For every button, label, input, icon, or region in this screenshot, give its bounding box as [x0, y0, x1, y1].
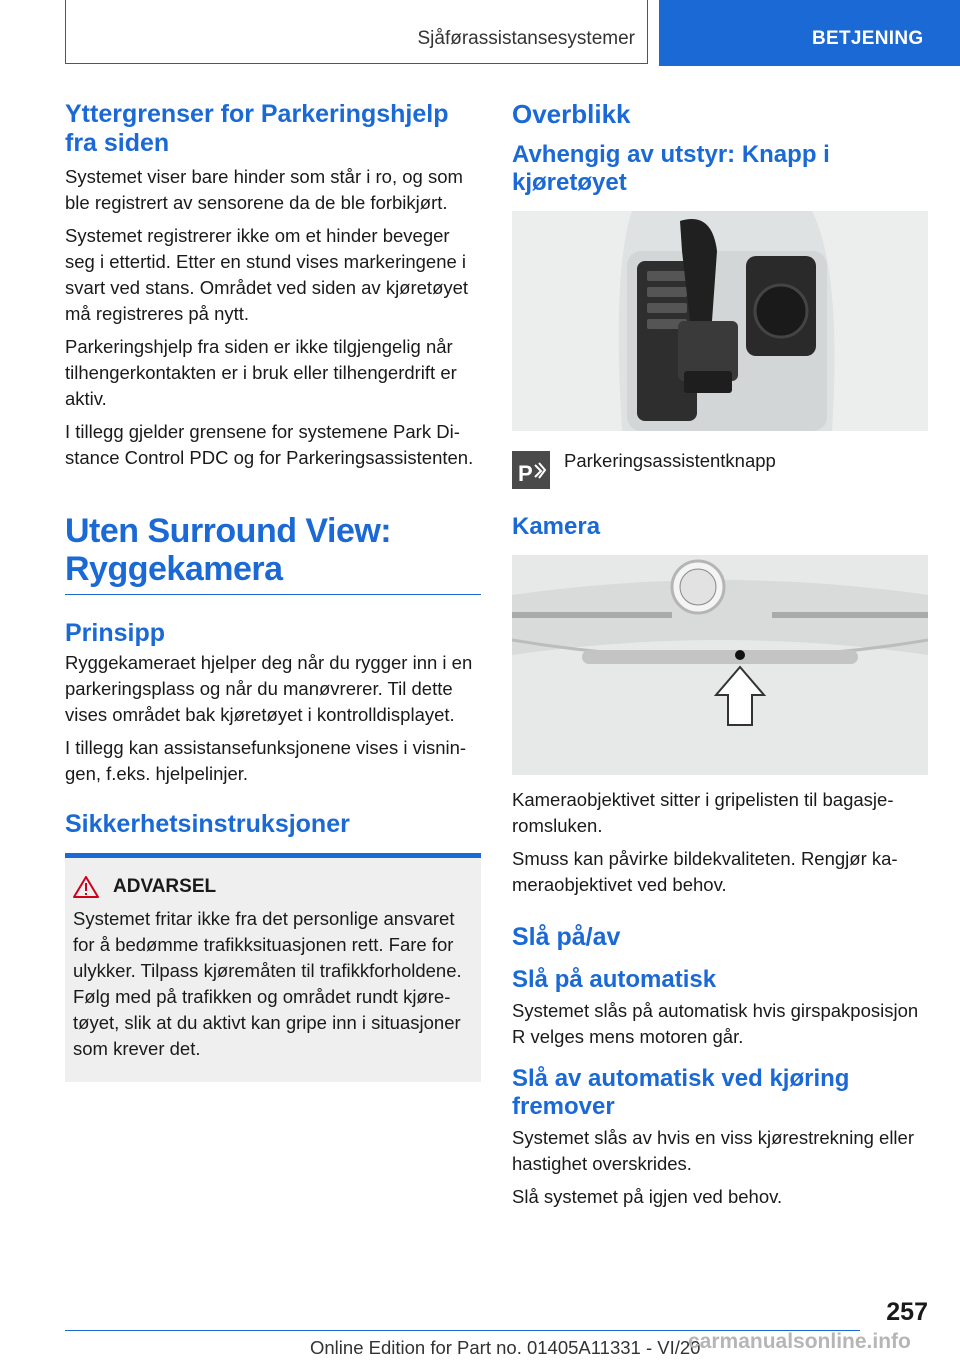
console-illustration: [512, 211, 928, 431]
warning-label: ADVARSEL: [113, 876, 217, 897]
camera-paragraph-2: Smuss kan påvirke bildekvaliteten. Rengjør kameraobjektivet ved behov.: [512, 848, 898, 895]
heading-equipment: Avhengig av utstyr: Knapp i kjøretøyet: [512, 141, 830, 196]
heading-safety: Sikkerhetsinstruksjoner: [65, 810, 350, 838]
footer-edition: Online Edition for Part no. 01405A11331 - VI/20: [310, 1337, 701, 1358]
park-button-label: Parkeringsassistentknapp: [564, 450, 776, 471]
heading-camera: Kamera: [512, 513, 601, 540]
heading-auto-off: Slå av automatisk ved kjøring fremover: [512, 1065, 850, 1120]
auto-on-paragraph: Systemet slås på automatisk hvis girspakposisjon R velges mens motoren går.: [512, 1000, 919, 1047]
right-column: [512, 100, 928, 1217]
limits-paragraph-2: Systemet registrerer ikke om et hinder beveger seg i ettertid. Etter en stund vises markeringene i svart ved stans. Området ved siden av kjøretøyet må registreres på nytt.: [65, 225, 469, 324]
heading-overview: Overblikk: [512, 99, 631, 129]
svg-text:P: P: [518, 461, 533, 486]
park-assist-button-icon: [512, 451, 550, 489]
heading-auto-on: Slå på automatisk: [512, 966, 717, 993]
principle-paragraph-2: I tillegg kan assistansefunksjonene vises i visningen, f.eks. hjelpelinjer.: [65, 737, 467, 784]
chapter-title: Uten Surround View: Ryggekamera: [65, 512, 481, 595]
warning-box: [65, 853, 481, 1082]
heading-principle: Prinsipp: [65, 619, 166, 647]
heading-on-off: Slå på/av: [512, 923, 621, 951]
limits-paragraph-3: Parkeringshjelp fra siden er ikke tilgjengelig når tilhengerkontakten er i bruk eller tilhengerdrift er aktiv.: [65, 336, 457, 409]
warning-header: [73, 876, 473, 898]
auto-off-paragraph-2: Slå systemet på igjen ved behov.: [512, 1186, 783, 1207]
header-section-title: Sjåførassistansesystemer: [417, 28, 635, 49]
header-tab-label: BETJENING: [812, 28, 924, 49]
heading-limits: Yttergrenser for Parkeringshjelp fra siden: [65, 100, 449, 157]
console-photo: [512, 211, 928, 431]
principle-paragraph-1: Ryggekameraet hjelper deg når du rygger inn i en parkeringsplass og når du manøvrerer. Til dette vises området bak kjøretøyet i kontrolldisplayet.: [65, 652, 473, 725]
auto-off-paragraph-1: Systemet slås av hvis en viss kjørestrekning eller hastighet overskrides.: [512, 1127, 914, 1174]
park-button-row: [512, 449, 928, 489]
camera-photo: [512, 555, 928, 775]
page-number: 257: [886, 1298, 928, 1326]
warning-triangle-icon: [73, 876, 99, 898]
limits-paragraph-4: I tillegg gjelder grensene for systemene Park Distance Control PDC og for Parkeringsassistenten.: [65, 421, 474, 468]
camera-illustration: [512, 555, 928, 775]
camera-paragraph-1: Kameraobjektivet sitter i gripelisten til bagasjeromsluken.: [512, 789, 894, 836]
footer-watermark: carmanualsonline.info: [688, 1330, 911, 1353]
limits-paragraph-1: Systemet viser bare hinder som står i ro, og som ble registrert av sensorene da de ble forbikjørt.: [65, 166, 463, 213]
left-column: [65, 100, 481, 1082]
warning-text: Systemet fritar ikke fra det personlige ansvaret for å bedømme trafikksituasjonen rett. Fare for ulykker. Tilpass kjøremåten til trafikkforholdene. Følg med på trafikken og området rundt kjøretøyet, slik at du aktivt kan gripe inn i situasjoner som krever det.: [73, 908, 462, 1059]
